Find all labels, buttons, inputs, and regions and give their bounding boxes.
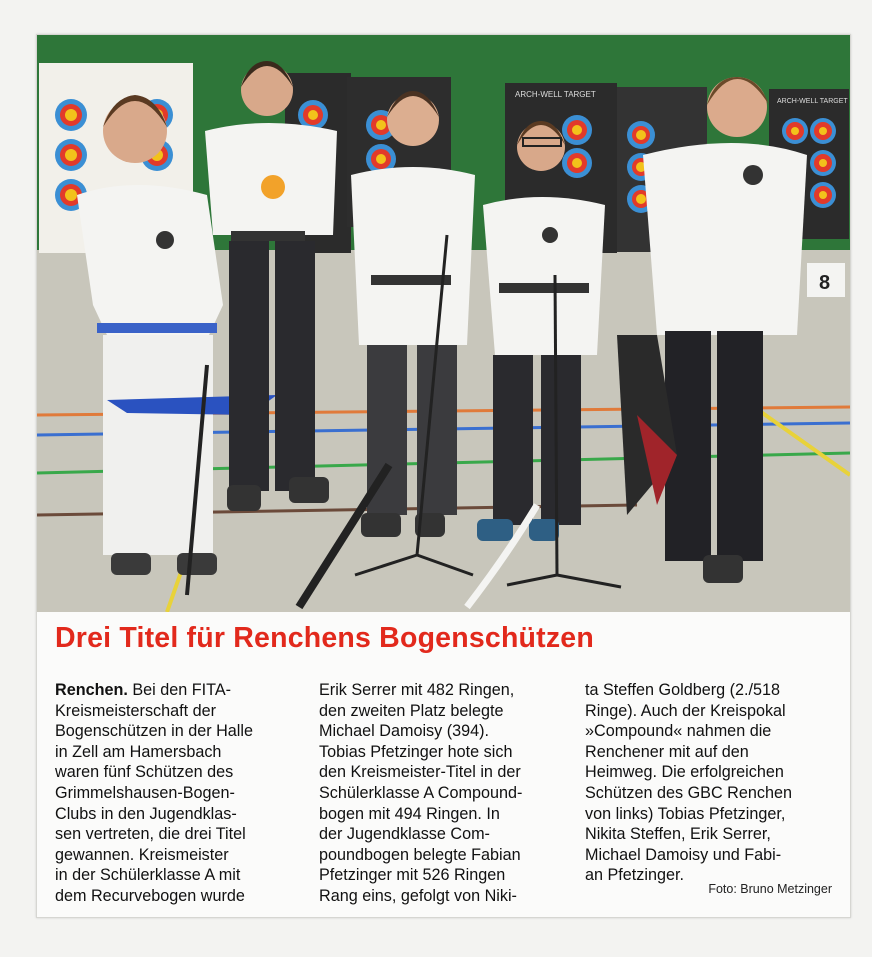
dateline: Renchen.	[55, 681, 128, 699]
text-line: den zweiten Platz belegte	[319, 701, 504, 720]
text-line: ta Steffen Goldberg (2./518	[585, 681, 780, 699]
text-line: an Pfetzinger.	[585, 866, 684, 885]
text-line: Heimweg. Die erfolgreichen	[585, 763, 784, 782]
text-line: Clubs in den Jugendklas-	[55, 804, 237, 823]
text-line: sen vertreten, die drei Titel	[55, 825, 246, 844]
article-column-1	[55, 680, 295, 907]
text-line: »Compound« nahmen die	[585, 722, 772, 741]
text-line: bogen mit 494 Ringen. In	[319, 804, 500, 823]
target-label-2: ARCH-WELL TARGET	[777, 98, 848, 105]
text-line: Schülerklasse A Compound-	[319, 783, 523, 802]
text-line: Ringe). Auch der Kreispokal	[585, 701, 786, 720]
text-line: dem Recurvebogen wurde	[55, 886, 245, 905]
photo-credit: Foto: Bruno Metzinger	[708, 882, 832, 896]
text-line: der Jugendklasse Com-	[319, 825, 490, 844]
text-line: in der Schülerklasse A mit	[55, 866, 241, 885]
text-line: Tobias Pfetzinger hote sich	[319, 742, 513, 761]
text-line	[55, 680, 295, 701]
text-line: Michael Damoisy und Fabi-	[585, 845, 782, 864]
article-photo	[37, 35, 850, 612]
text-line: Pfetzinger mit 526 Ringen	[319, 866, 506, 885]
photo-illustration	[37, 35, 850, 612]
text-line: Bogenschützen in der Halle	[55, 722, 253, 741]
text-line: von links) Tobias Pfetzinger,	[585, 804, 786, 823]
text-line: Renchener mit auf den	[585, 742, 749, 761]
text-line: Rang eins, gefolgt von Niki-	[319, 886, 517, 905]
target-label-1: ARCH-WELL TARGET	[515, 90, 596, 99]
gbc-logo-icon	[156, 231, 174, 249]
text-line: Nikita Steffen, Erik Serrer,	[585, 825, 771, 844]
lane-number: 8	[819, 272, 831, 294]
gbc-logo-icon	[542, 227, 558, 243]
text-line: in Zell am Hamersbach	[55, 742, 222, 761]
text-line: den Kreismeister-Titel in der	[319, 763, 521, 782]
text-line: Grimmelshausen-Bogen-	[55, 783, 235, 802]
text-line: Kreismeisterschaft der	[55, 701, 217, 720]
gbc-logo-icon	[743, 165, 763, 185]
text-line: Michael Damoisy (394).	[319, 722, 490, 741]
text-line: poundbogen belegte Fabian	[319, 845, 521, 864]
text-line: gewannen. Kreismeister	[55, 845, 229, 864]
text-line: waren fünf Schützen des	[55, 763, 234, 782]
article-column-3	[585, 680, 837, 886]
text-line-segment: Bei den FITA-	[127, 681, 232, 699]
text-line: Schützen des GBC Renchen	[585, 783, 792, 802]
article-column-2	[319, 680, 569, 907]
article-headline: Drei Titel für Renchens Bogenschützen	[55, 622, 594, 654]
text-line: Erik Serrer mit 482 Ringen,	[319, 681, 515, 699]
newspaper-clipping	[36, 34, 851, 918]
